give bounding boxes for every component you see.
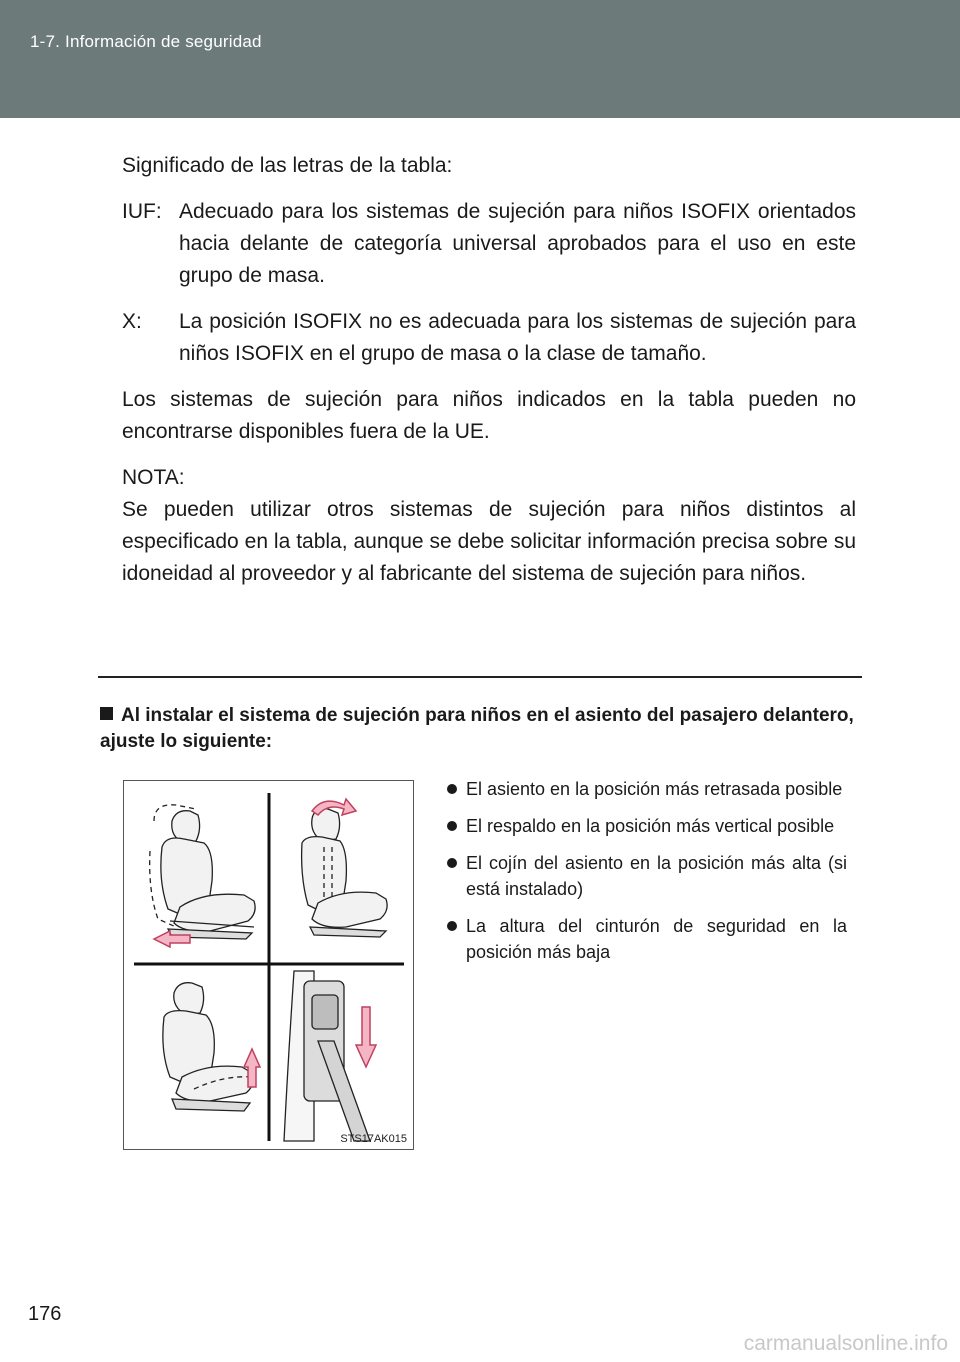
seat-belt-anchor-icon	[284, 971, 370, 1141]
definition-text: La posición ISOFIX no es adecuada para los sistemas de sujeción para niños ISOFIX en el grupo de masa o la clase de tamaño.	[179, 310, 856, 365]
arrow-down-icon	[356, 1007, 376, 1067]
watermark: carmanualsonline.info	[743, 1332, 948, 1355]
list-item	[447, 913, 847, 965]
nota-text: Se pueden utilizar otros sistemas de sujeción para niños distintos al especificado en la tabla, aunque se debe solicitar información precisa sobre su idoneidad al proveedor y al fabricante del sistema de sujeción para niños.	[122, 498, 856, 585]
section-heading	[100, 703, 860, 755]
definition-term: IUF:	[122, 200, 162, 223]
definition-term: X:	[122, 310, 142, 333]
list-item-text: La altura del cinturón de seguridad en la posición más baja	[466, 916, 847, 962]
availability-note: Los sistemas de sujeción para niños indicados en la tabla pueden no encontrarse disponibles fuera de la UE.	[122, 388, 856, 443]
list-item-text: El asiento en la posición más retrasada posible	[466, 779, 843, 799]
bullet-icon	[447, 784, 457, 794]
list-item	[447, 850, 847, 902]
bullet-icon	[447, 921, 457, 931]
bullet-icon	[447, 858, 457, 868]
seat-backrest-upright-icon	[302, 809, 388, 937]
page-header	[0, 0, 960, 118]
section-divider	[98, 676, 862, 678]
seat-illustration-svg	[124, 781, 413, 1149]
black-square-icon	[100, 707, 113, 720]
list-item-text: El respaldo en la posición más vertical posible	[466, 816, 835, 836]
section-heading-text: Al instalar el sistema de sujeción para niños en el asiento del pasajero delantero, ajuste lo siguiente:	[100, 705, 854, 752]
definition-text-content: Adecuado para los sistemas de sujeción para niños ISOFIX orientados hacia delante de categoría universal aprobados para el uso en este grupo de masa.	[179, 200, 856, 287]
list-item	[447, 813, 847, 839]
list-item	[447, 776, 847, 802]
seat-slide-back-icon	[150, 805, 255, 939]
adjustment-list	[447, 776, 847, 976]
section-title: 1-7. Información de seguridad	[30, 32, 262, 51]
definition-iuf	[122, 196, 856, 292]
illustration-code: STS17AK015	[340, 1133, 407, 1145]
intro-text: Significado de las letras de la tabla:	[122, 154, 453, 177]
definition-x	[122, 306, 856, 370]
list-item-text: El cojín del asiento en la posición más alta (si está instalado)	[466, 853, 847, 899]
definition-text	[179, 196, 856, 292]
nota-label: NOTA:	[122, 466, 185, 489]
bullet-icon	[447, 821, 457, 831]
seat-cushion-height-icon	[163, 983, 253, 1111]
page-number: 176	[28, 1303, 62, 1325]
main-text	[122, 150, 856, 604]
seat-adjustment-illustration	[123, 780, 414, 1150]
